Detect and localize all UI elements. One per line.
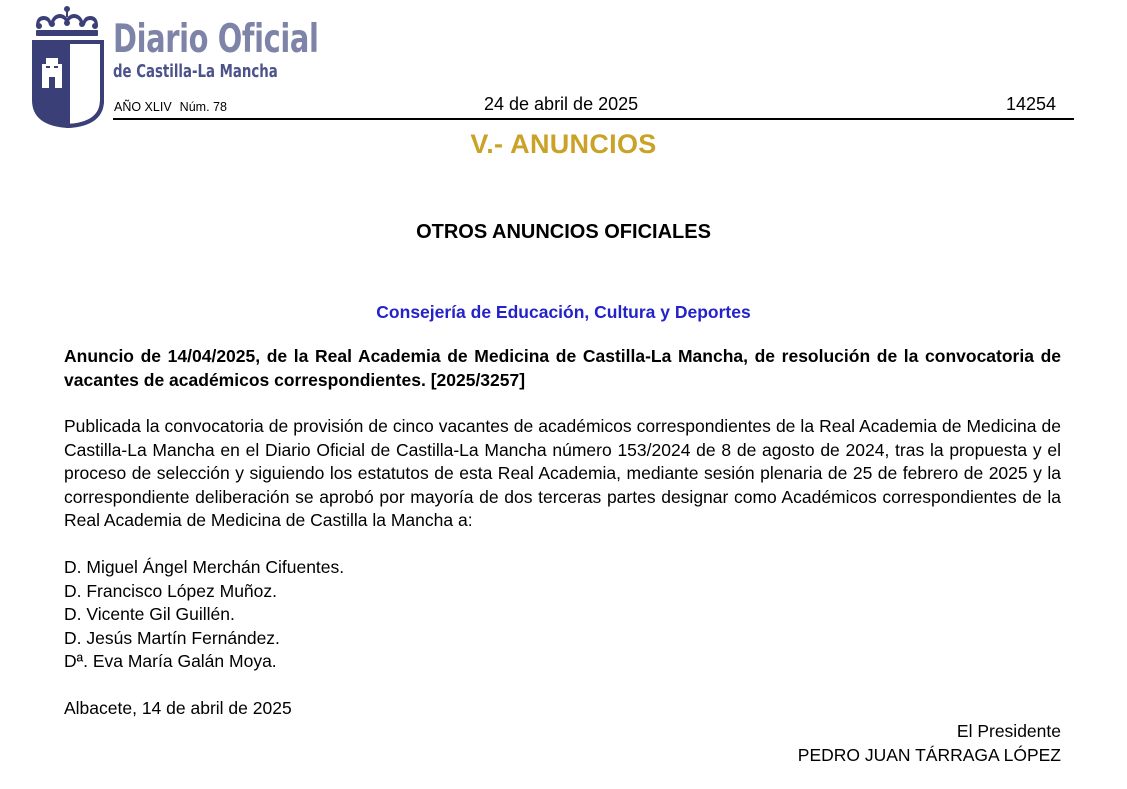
appointee-name: D. Francisco López Muñoz. xyxy=(64,580,278,601)
masthead-brand xyxy=(113,18,391,82)
place-date: Albacete, 14 de abril de 2025 xyxy=(64,698,292,718)
page-number: 14254 xyxy=(1005,94,1056,114)
masthead-subtitle: de Castilla-La Mancha xyxy=(113,61,278,82)
appointee-name: D. Miguel Ángel Merchán Cifuentes. xyxy=(64,557,345,577)
publication-date: 24 de abril de 2025 xyxy=(484,94,639,114)
issue-info xyxy=(114,100,227,114)
announcement-body: Publicada la convocatoria de provisión de cinco vacantes de académicos correspondientes de la Real Academia de Medicina de Castilla-La Mancha en el Diario Oficial de Castilla-La Mancha número 153/2024 de 8 de agosto de 2024, tras la propuesta y el proceso de selección y siguiendo los estatutos de esta Real Academia, mediante sesión plenaria de 25 de febrero de 2025 y la correspondiente deliberación se aprobó por mayoría de dos terceras partes designar como Académicos correspondientes de la Real Academia de Medicina de Castilla la Mancha a: xyxy=(64,416,1061,530)
issue-number: Núm. 78 xyxy=(179,100,227,114)
castilla-la-mancha-emblem-icon xyxy=(30,4,106,128)
masthead-title: Diario Oficial xyxy=(113,17,319,62)
signer-role: El Presidente xyxy=(956,721,1061,741)
announcement-title: Anuncio de 14/04/2025, de la Real Academia de Medicina de Castilla-La Mancha, de resolución de la convocatoria de vacantes de académicos correspondientes. [2025/3257] xyxy=(64,346,1061,390)
appointee-name: D. Jesús Martín Fernández. xyxy=(64,627,280,648)
department-name: Consejería de Educación, Cultura y Deportes xyxy=(376,302,751,322)
section-title: V.- ANUNCIOS xyxy=(470,129,657,159)
appointee-list xyxy=(64,556,1061,674)
issue-year: AÑO XLIV xyxy=(114,100,172,114)
appointee-name: D. Vicente Gil Guillén. xyxy=(64,604,235,624)
signature-block xyxy=(798,720,1061,767)
subsection-title: OTROS ANUNCIOS OFICIALES xyxy=(416,221,711,243)
signer-name: PEDRO JUAN TÁRRAGA LÓPEZ xyxy=(797,744,1061,765)
appointee-name: Dª. Eva María Galán Moya. xyxy=(64,651,277,671)
header-rule xyxy=(113,118,1074,120)
